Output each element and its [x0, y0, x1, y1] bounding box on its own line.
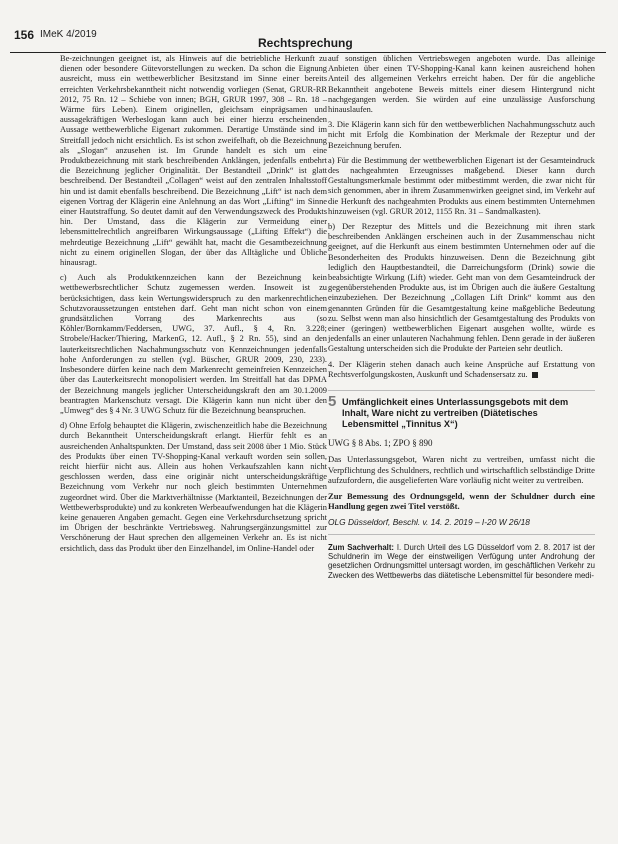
facts-text: I. Durch Urteil des LG Düsseldorf vom 2. 8. 2017 ist der Schuldnerin im Wege der einstweiligen Verfügung unter Androhung der gesetzlichen Ordnungsmittel untersagt worden, im geschäftlichen Verkehr zu Zwecken des Wettbewerbs das diätetische Lebensmittel für besondere medi- — [328, 542, 595, 580]
decision-block — [328, 390, 595, 580]
page-header — [10, 22, 606, 50]
end-of-article-mark — [532, 372, 538, 378]
left-paragraph: c) Auch als Produktkennzeichen kann der Bezeichnung kein wettbewerbsrechtlicher Schutz zugemessen werden. Insoweit ist zu berücksichtigen, dass kein Wertungswiderspruch zu den markenrechtlichen Schutzvoraussetzungen entstehen darf. Geht man nicht schon von einem grundsätzlichen Vorrang des Markenrechts aus (so Köhler/Bornkamm/Feddersen, UWG, 37. Aufl., § 4, Rn. 3.228; Strobele/Hacker/Thiering, MarkenG, 12. Aufl., § 2 Rn. 55), sind an den lauterkeitsrechtlichen Nachahmungsschutz von Kennzeichnungen jedenfalls hohe Anforderungen zu stellen (vgl. Büscher, GRUR 2009, 230, 233). Insbesondere dürfen keine nach dem Markenrecht gemeinfreien Kennzeichen über das Lauterkeitsrecht monopolisiert werden. Im Streitfall hat das DPMA der Bezeichnung mangels jeglicher Unterscheidungskraft den am 30.1.2009 beantragten Markenschutz versagt. Die Klägerin kann nun nicht über den „Umweg“ des § 4 Nr. 3 UWG Schutz für die Bezeichnung beanspruchen. — [60, 273, 327, 415]
headnote-bold: Zur Bemessung des Ordnungsgeld, wenn der Schuldner durch eine Handlung gegen zwei Titel verstößt. — [328, 490, 595, 511]
facts-label: Zum Sachverhalt: — [328, 542, 395, 552]
decision-number: 5 — [328, 393, 337, 411]
page-number: 156 — [14, 28, 35, 42]
decision-norms: UWG § 8 Abs. 1; ZPO § 890 — [328, 438, 433, 449]
headnote: Das Unterlassungsgebot, Waren nicht zu vertreiben, umfasst nicht die Verpflichtung des Schuldners, rechtlich und wirtschaftlich selbständige Dritte aufzufordern, die ausgelieferten Ware vorläufig nicht weiter zu vertreiben. — [328, 454, 595, 486]
right-paragraph: auf sonstigen üblichen Vertriebswegen angeboten wurde. Das alleinige Anbieten über einen TV-Shopping-Kanal kann keinen ausreichend hohen Anteil des allgemeinen Verkehrs erreicht haben. Der für die angebliche Bekanntheit angebotene Beweis mittels einer diesem Hintergrund nicht nachgegangen werden. Sie würden auf eine unzulässige Ausforschung hinauslaufen. — [328, 54, 595, 115]
section-title: Rechtsprechung — [258, 36, 353, 50]
right-paragraph: a) Für die Bestimmung der wettbewerblichen Eigenart ist der Gesamteindruck des nachgeahmten Erzeugnisses maßgebend. Dieser kann durch Gestaltungsmerkmale bestimmt oder mitbestimmt werden, die zwar nicht für sich genommen, aber in ihrem Zusammenwirken geeignet sind, im Verkehr auf die Herkunft des nachgeahmten Produkts aus einem bestimmten Unternehmen hinzuweisen (vgl. GRUR 2012, 1155 Rn. 31 – Sandmalkasten). — [328, 155, 595, 216]
right-column — [328, 54, 595, 586]
journal-issue: IMeK 4/2019 — [40, 29, 97, 40]
right-paragraph-text: 4. Der Klägerin stehen danach auch keine Ansprüche auf Erstattung von Rechtsverfolgungskosten, Auskunft und Schadensersatz zu. — [328, 359, 595, 379]
left-paragraph: Be-zeichnungen geeignet ist, als Hinweis auf die betriebliche Herkunft zu dienen oder besondere Gütevorstellungen zu wecken. Da schon die Eignung ausreicht, muss ein wettbewerblicher Besitzstand im Sinne einer bereits erreichten Verkehrsbekanntheit nicht notwendig vorliegen (Senat, GRUR-RR 2012, 75 Rn. 12 – Schiebe von innen; BGH, GRUR 1997, 308 – Rn. 18 – Wärme fürs Leben). Einem originellen, gleichsam einprägsamen und aussagekräftigen Werbeslogan kann auch bei einer hierzu erscheinenden Aussage wettbewerbliche Eigenart zukommen. Derartige Umstände sind im Streitfall jedoch nicht ersichtlich. Es ist schon zweifelhaft, ob die Bezeichnung als „Slogan“ anzusehen ist. Im Grunde handelt es sich um eine Produktbezeichnung mit stark beschreibenden Anklängen, jedenfalls entbehrt die Bezeichnung jeglicher Originalität. Der Bestandteil „Drink“ ist glatt beschreibend. Der Bestandteil „Collagen“ weist auf den zentralen Inhaltsstoff hin und ist damit ebenfalls beschreibend. Die Bezeichnung „Lift“ ist nach dem eigenen Vortrag der Klägerin eine Anlehnung an das Wort „Lifting“ im Sinne einer Hautstraffung. So deutet damit auf den Verwendungszweck des Produkts hin. Der Umstand, dass die Klägerin zur Vermeidung einer lebensmittelrechtlich angreifbaren Wirkungsaussage („Lifting Effekt“) die mehrdeutige Bezeichnung „Lift“ gewählt hat, macht die Gesamtbezeichnung nicht zu einem originellen Slogan, der über das Alltägliche und Übliche hinausragt. — [60, 54, 327, 268]
right-paragraph: b) Der Rezeptur des Mittels und die Bezeichnung mit ihren stark beschreibenden Anklängen erscheinen auch in der Zusammenschau nicht geeignet, auf die Herkunft aus einem bestimmten Unternehmen oder auf die Besonderheiten des Produkts hinzuweisen. Denn die Bezeichnung gibt lediglich den Hauptbestandteil, die Darreichungsform (Drink) sowie die beabsichtigte Wirkung (Lift) wieder. Geht man von dem Gesamteindruck der gegenüberstehenden Produkte aus, ist im Übrigen auch die äußere Gestaltung einzubeziehen. Der Bezeichnung „Collagen Lift Drink“ kommt aus den genannten Gründen für die Gesamtgestaltung keine maßgebliche Bedeutung zu. Selbst wenn man also hinsichtlich der Gesamtgestaltung des Produkts von einer (geringen) wettbewerblichen Eigenart ausgehen wollte, würde es jedenfalls an einer unlauteren Nachahmung fehlen. Denn gerade in der äußeren Gestaltung unterscheiden sich die Produkte der Parteien sehr deutlich. — [328, 222, 595, 354]
right-paragraph: 3. Die Klägerin kann sich für den wettbewerblichen Nachahmungsschutz auch nicht mit Erfolg die Kombination der Merkmale der Rezeptur und der Bezeichnung berufen. — [328, 120, 595, 150]
decision-title: Umfänglichkeit eines Unterlassungsgebots mit dem Inhalt, Ware nicht zu vertreiben (Diätetisches Lebensmittel „Tinnitus X“) — [342, 397, 569, 430]
decision-source: OLG Düsseldorf, Beschl. v. 14. 2. 2019 – I-20 W 26/18 — [328, 517, 595, 534]
left-paragraph: d) Ohne Erfolg behauptet die Klägerin, zwischenzeitlich habe die Bezeichnung durch Bekanntheit Unterscheidungskraft erlangt. Hierfür fehlt es an ausreichenden Anhaltspunkten. Der Umstand, dass seit 2008 über 1 Mio. Stück des Produkts über einen TV-Shopping-Kanal verkauft worden sein sollen, reicht hierfür nicht aus. Allein aus hohen Verkaufszahlen kann nicht geschlossen werden, dass eine originär nicht unterscheidungskräftige Bezeichnung vom Verkehr nur noch gleich bestimmten Unternehmen zugeordnet wird. Über die Marktverhältnisse (Marktanteil, Bezeichnungen der Wettbewerbsprodukte) und zu konkreten Werbeaufwendungen hat die Klägerin keine genaueren Angaben gemacht. Gegen eine Verkehrsdurchsetzung spricht im Übrigen der beschränkte Vertriebsweg. Nahrungsergänzungsmittel zur Verschönerung der Haut sprechen den allgemeinen Verkehr an. Es ist nicht ersichtlich, dass das Produkt über den Einzelhandel, im Online-Handel oder — [60, 421, 327, 553]
facts-section — [328, 543, 595, 581]
left-column — [60, 54, 327, 559]
header-rule — [10, 52, 606, 53]
right-paragraph-final — [328, 360, 595, 380]
